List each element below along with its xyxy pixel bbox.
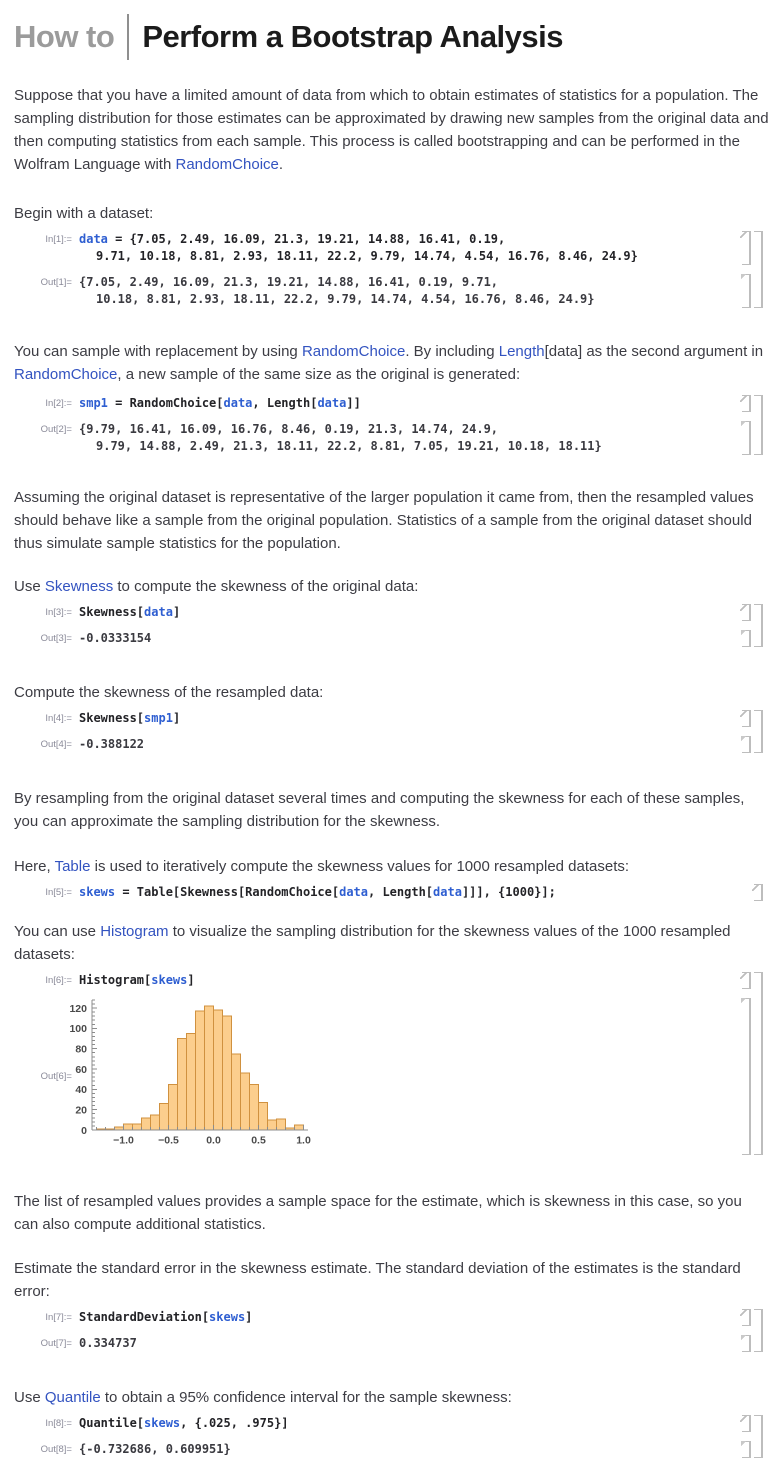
- out-label: Out[1]=: [40, 277, 72, 288]
- in-label: In[1]:=: [45, 234, 72, 245]
- code-input[interactable]: Histogram[skews]: [79, 973, 195, 987]
- cell-group-2: [14, 395, 769, 455]
- cell-group-4: [14, 710, 769, 753]
- y-tick-label: 0: [81, 1124, 87, 1137]
- input-cell-4: [14, 710, 769, 727]
- caption-table: Here, Table is used to iteratively compute the skewness values for 1000 resampled datasets:: [14, 858, 630, 875]
- output-cell-3: [14, 630, 769, 647]
- histogram-bar: [232, 1054, 241, 1130]
- code-output: {-0.732686, 0.609951}: [79, 1442, 231, 1456]
- cell-bracket-output[interactable]: [742, 274, 751, 308]
- histogram-bar: [214, 1010, 223, 1130]
- input-cell-2: [14, 395, 769, 412]
- out-label: Out[4]=: [40, 739, 72, 750]
- doc-page: [0, 12, 783, 1468]
- cell-bracket-input[interactable]: [754, 884, 763, 901]
- x-tick-label: −1.0: [113, 1134, 134, 1147]
- in-label: In[2]:=: [45, 398, 72, 409]
- cell-bracket-group[interactable]: [754, 1415, 763, 1458]
- histogram-bar: [124, 1124, 133, 1130]
- cell-bracket-input[interactable]: [742, 972, 751, 989]
- doc-link[interactable]: RandomChoice: [175, 156, 279, 173]
- paragraph-resampling: By resampling from the original dataset several times and computing the skewness for each of these samples, you can approximate the sampling distribution for the skewness.: [14, 790, 745, 830]
- cell-bracket-input[interactable]: [742, 395, 751, 412]
- y-tick-label: 120: [69, 1002, 87, 1015]
- histogram-bar: [142, 1118, 151, 1130]
- code-output: -0.388122: [79, 737, 145, 751]
- x-tick-label: 0.0: [206, 1134, 221, 1147]
- cell-bracket-output[interactable]: [742, 1441, 751, 1458]
- cell-bracket-input[interactable]: [742, 710, 751, 727]
- out-label: Out[6]=: [40, 1071, 72, 1082]
- y-tick-label: 20: [75, 1104, 87, 1117]
- doc-link[interactable]: RandomChoice: [301, 343, 406, 360]
- y-tick-label: 80: [75, 1043, 87, 1056]
- code-input[interactable]: data = {7.05, 2.49, 16.09, 21.3, 19.21, 14.88, 16.41, 0.19, 9.71, 10.18, 8.81, 2.93, 18.11, 22.2, 9.79, 14.74, 4.54, 16.76, 8.46, 24.9}: [79, 232, 638, 263]
- doc-link[interactable]: Table: [54, 858, 91, 875]
- output-cell-4: [14, 736, 769, 753]
- output-cell-6: [14, 998, 769, 1155]
- title-divider: [127, 14, 129, 60]
- cell-bracket-group[interactable]: [754, 1309, 763, 1352]
- input-cell-7: [14, 1309, 769, 1326]
- histogram-bar: [223, 1016, 232, 1130]
- histogram-svg: [56, 998, 318, 1150]
- out-label: Out[2]=: [40, 424, 72, 435]
- cell-group-3: [14, 604, 769, 647]
- output-cell-1: [14, 274, 769, 308]
- input-cell-1: [14, 231, 769, 265]
- doc-link[interactable]: RandomChoice: [14, 366, 118, 383]
- paragraph-sample-replacement: You can sample with replacement by using RandomChoice. By including Length[data] as the second argument in RandomChoice, a new sample of the same size as the original is generated:: [14, 343, 764, 383]
- doc-link[interactable]: Quantile: [44, 1389, 101, 1406]
- cell-group-8: [14, 1415, 769, 1458]
- in-label: In[3]:=: [45, 607, 72, 618]
- cell-bracket-input[interactable]: [742, 231, 751, 265]
- output-cell-2: [14, 421, 769, 455]
- histogram-bar: [169, 1084, 178, 1130]
- in-label: In[5]:=: [45, 887, 72, 898]
- histogram-bar: [250, 1084, 259, 1130]
- histogram-chart: [56, 998, 318, 1155]
- cell-bracket-group[interactable]: [754, 710, 763, 753]
- y-tick-label: 100: [69, 1023, 87, 1036]
- cell-bracket-output[interactable]: [742, 1335, 751, 1352]
- cell-group-7: [14, 1309, 769, 1352]
- histogram-bar: [295, 1125, 304, 1130]
- cell-bracket-output[interactable]: [742, 630, 751, 647]
- cell-bracket-input[interactable]: [742, 1415, 751, 1432]
- cell-group-5: [14, 884, 769, 901]
- histogram-bar: [196, 1011, 205, 1130]
- out-label: Out[8]=: [40, 1444, 72, 1455]
- paragraph-intro: Suppose that you have a limited amount of data from which to obtain estimates of statistics for a population. The sampling distribution for those estimates can be approximated by drawing new samples from the original data and then computing statistics from each sample. This process is called bootstrapping and can be performed in the Wolfram Language with RandomChoice.: [14, 87, 769, 173]
- in-label: In[4]:=: [45, 713, 72, 724]
- histogram-bar: [187, 1033, 196, 1130]
- title-prefix: How to: [14, 19, 115, 54]
- doc-link[interactable]: Histogram: [100, 923, 169, 940]
- code-input[interactable]: Quantile[skews, {.025, .975}]: [79, 1416, 289, 1430]
- paragraph-assuming: Assuming the original dataset is representative of the larger population it came from, then the resampled values should behave like a sample from the original population. Statistics of a sample from the original dataset should thus simulate sample statistics for the population.: [14, 489, 754, 552]
- y-tick-label: 40: [75, 1084, 87, 1097]
- cell-group-6: [14, 972, 769, 1155]
- caption-use-skewness: Use Skewness to compute the skewness of the original data:: [14, 578, 419, 595]
- caption-quantile: Use Quantile to obtain a 95% confidence interval for the sample skewness:: [14, 1389, 512, 1406]
- doc-link[interactable]: Skewness: [44, 578, 114, 595]
- caption-standard-error: Estimate the standard error in the skewness estimate. The standard deviation of the estimates is the standard error:: [14, 1260, 741, 1300]
- x-tick-label: 1.0: [296, 1134, 311, 1147]
- out-label: Out[7]=: [40, 1338, 72, 1349]
- paragraph-sample-space: The list of resampled values provides a sample space for the estimate, which is skewness in this case, so you can also compute additional statistics.: [14, 1193, 742, 1233]
- in-label: In[7]:=: [45, 1312, 72, 1323]
- input-cell-5: [14, 884, 769, 901]
- x-tick-label: −0.5: [158, 1134, 179, 1147]
- code-output: {9.79, 16.41, 16.09, 16.76, 8.46, 0.19, 21.3, 14.74, 24.9, 9.79, 14.88, 2.49, 21.3, 18.11, 22.2, 8.81, 7.05, 19.21, 10.18, 18.11}: [79, 422, 602, 453]
- cell-bracket-group[interactable]: [754, 972, 763, 1155]
- cell-bracket-input[interactable]: [742, 604, 751, 621]
- code-input[interactable]: StandardDeviation[skews]: [79, 1310, 253, 1324]
- out-label: Out[3]=: [40, 633, 72, 644]
- cell-bracket-output[interactable]: [742, 998, 751, 1155]
- histogram-bar: [277, 1119, 286, 1130]
- code-input[interactable]: smp1 = RandomChoice[data, Length[data]]: [79, 396, 361, 410]
- histogram-bar: [160, 1104, 169, 1130]
- caption-begin-dataset: Begin with a dataset:: [14, 205, 154, 222]
- cell-bracket-output[interactable]: [742, 421, 751, 455]
- code-input[interactable]: skews = Table[Skewness[RandomChoice[data, Length[data]]], {1000}];: [79, 885, 556, 899]
- output-cell-7: [14, 1335, 769, 1352]
- page-title: [14, 12, 769, 62]
- code-output: {7.05, 2.49, 16.09, 21.3, 19.21, 14.88, 16.41, 0.19, 9.71, 10.18, 8.81, 2.93, 18.11, 22.2, 9.79, 14.74, 4.54, 16.76, 8.46, 24.9}: [79, 275, 595, 306]
- input-cell-6: [14, 972, 769, 989]
- caption-histogram: You can use Histogram to visualize the sampling distribution for the skewness values of the 1000 resampled datasets:: [14, 923, 731, 963]
- doc-link[interactable]: Length: [498, 343, 545, 360]
- code-input[interactable]: Skewness[smp1]: [79, 711, 181, 725]
- input-cell-8: [14, 1415, 769, 1432]
- cell-bracket-group[interactable]: [754, 604, 763, 647]
- cell-bracket-group[interactable]: [754, 395, 763, 455]
- histogram-bar: [241, 1073, 250, 1130]
- cell-group-1: [14, 231, 769, 308]
- cell-bracket-group[interactable]: [754, 231, 763, 308]
- code-output: 0.334737: [79, 1336, 137, 1350]
- y-tick-label: 60: [75, 1063, 87, 1076]
- in-label: In[6]:=: [45, 975, 72, 986]
- cell-bracket-output[interactable]: [742, 736, 751, 753]
- histogram-bar: [268, 1120, 277, 1130]
- cell-bracket-input[interactable]: [742, 1309, 751, 1326]
- input-cell-3: [14, 604, 769, 621]
- code-input[interactable]: Skewness[data]: [79, 605, 181, 619]
- histogram-bar: [178, 1039, 187, 1131]
- histogram-bar: [259, 1103, 268, 1130]
- code-output: -0.0333154: [79, 631, 152, 645]
- in-label: In[8]:=: [45, 1418, 72, 1429]
- caption-compute-resampled: Compute the skewness of the resampled data:: [14, 684, 324, 701]
- histogram-bar: [151, 1115, 160, 1130]
- histogram-bar: [133, 1124, 142, 1130]
- title-main: Perform a Bootstrap Analysis: [142, 19, 564, 54]
- x-tick-label: 0.5: [251, 1134, 266, 1147]
- output-cell-8: [14, 1441, 769, 1458]
- histogram-bar: [205, 1006, 214, 1130]
